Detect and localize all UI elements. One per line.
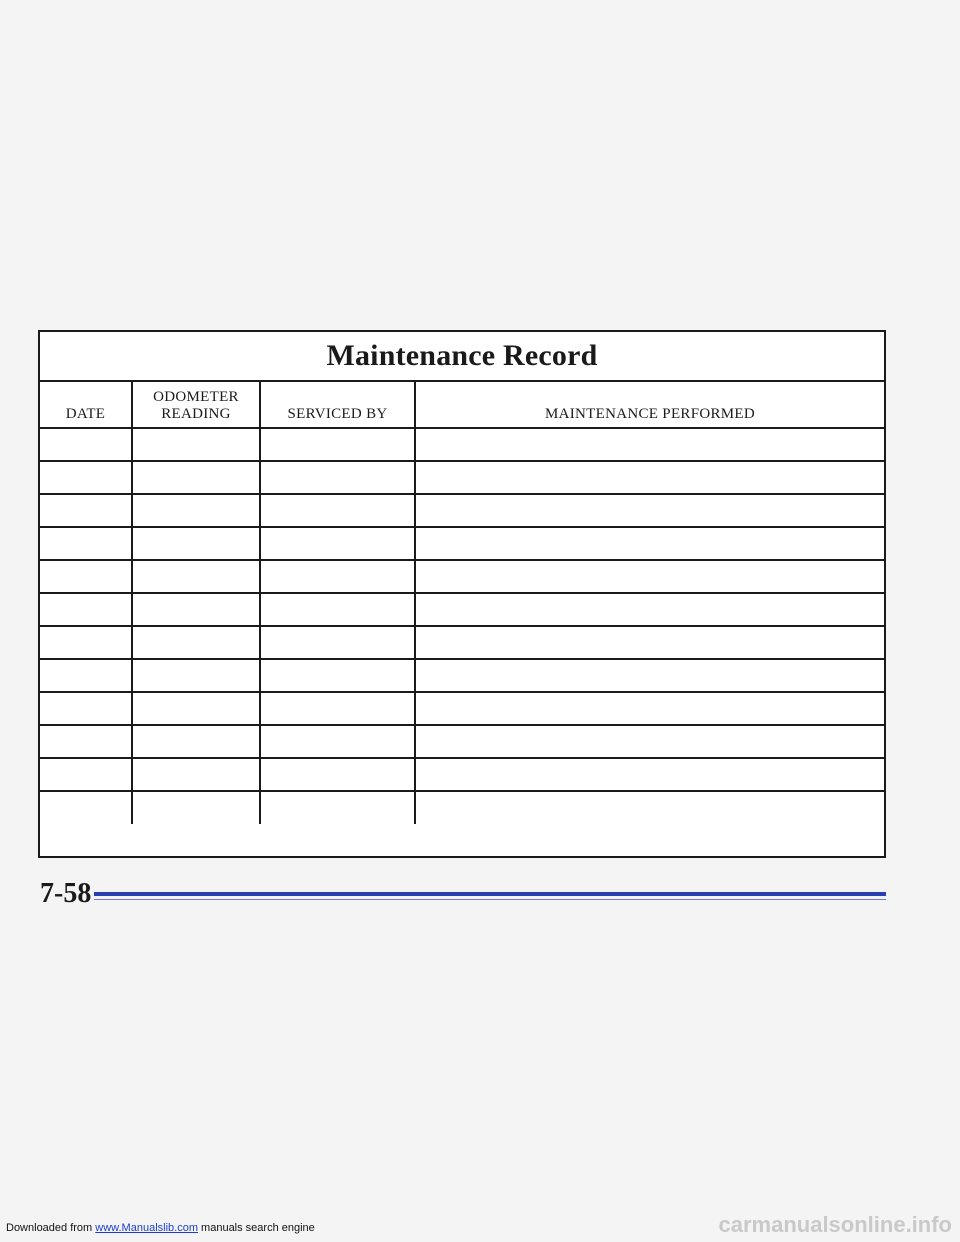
cell-maintenance[interactable] <box>415 560 884 593</box>
cell-date[interactable] <box>40 758 132 791</box>
cell-odometer[interactable] <box>132 494 260 527</box>
cell-serviced-by[interactable] <box>260 659 415 692</box>
cell-serviced-by[interactable] <box>260 758 415 791</box>
cell-maintenance[interactable] <box>415 626 884 659</box>
cell-date[interactable] <box>40 725 132 758</box>
cell-date[interactable] <box>40 626 132 659</box>
table-row <box>40 560 884 593</box>
header-odometer-line1: ODOMETER <box>153 389 239 405</box>
header-serviced-by-label: SERVICED BY <box>287 406 388 422</box>
cell-odometer[interactable] <box>132 560 260 593</box>
table-row <box>40 593 884 626</box>
cell-serviced-by[interactable] <box>260 494 415 527</box>
table-row <box>40 626 884 659</box>
cell-serviced-by[interactable] <box>260 725 415 758</box>
cell-odometer[interactable] <box>132 527 260 560</box>
maintenance-table <box>40 382 884 824</box>
cell-maintenance[interactable] <box>415 593 884 626</box>
cell-date[interactable] <box>40 428 132 461</box>
cell-odometer[interactable] <box>132 593 260 626</box>
table-row <box>40 659 884 692</box>
banner-suffix: manuals search engine <box>201 1222 315 1234</box>
table-row <box>40 527 884 560</box>
cell-maintenance[interactable] <box>415 791 884 824</box>
cell-serviced-by[interactable] <box>260 527 415 560</box>
maintenance-record-form <box>38 330 886 858</box>
cell-odometer[interactable] <box>132 659 260 692</box>
page-number: 7-58 <box>40 878 92 909</box>
cell-odometer[interactable] <box>132 791 260 824</box>
table-row <box>40 461 884 494</box>
cell-maintenance[interactable] <box>415 494 884 527</box>
cell-maintenance[interactable] <box>415 527 884 560</box>
table-body <box>40 428 884 824</box>
cell-date[interactable] <box>40 560 132 593</box>
cell-serviced-by[interactable] <box>260 692 415 725</box>
header-date <box>40 382 132 428</box>
cell-date[interactable] <box>40 527 132 560</box>
cell-serviced-by[interactable] <box>260 428 415 461</box>
download-banner <box>6 1222 315 1234</box>
footer-rule <box>94 892 886 896</box>
cell-odometer[interactable] <box>132 692 260 725</box>
page-footer <box>38 878 886 910</box>
cell-serviced-by[interactable] <box>260 626 415 659</box>
cell-odometer[interactable] <box>132 461 260 494</box>
cell-odometer[interactable] <box>132 725 260 758</box>
cell-date[interactable] <box>40 461 132 494</box>
header-odometer <box>132 382 260 428</box>
cell-serviced-by[interactable] <box>260 791 415 824</box>
cell-date[interactable] <box>40 791 132 824</box>
table-row <box>40 428 884 461</box>
cell-odometer[interactable] <box>132 428 260 461</box>
header-maintenance-label: MAINTENANCE PERFORMED <box>544 406 756 422</box>
cell-maintenance[interactable] <box>415 461 884 494</box>
cell-serviced-by[interactable] <box>260 593 415 626</box>
table-row <box>40 758 884 791</box>
header-maintenance <box>415 382 884 428</box>
cell-serviced-by[interactable] <box>260 560 415 593</box>
banner-prefix: Downloaded from <box>6 1222 93 1234</box>
cell-maintenance[interactable] <box>415 659 884 692</box>
cell-maintenance[interactable] <box>415 725 884 758</box>
cell-date[interactable] <box>40 494 132 527</box>
watermark: carmanualsonline.info <box>718 1212 952 1237</box>
cell-serviced-by[interactable] <box>260 461 415 494</box>
cell-maintenance[interactable] <box>415 692 884 725</box>
cell-odometer[interactable] <box>132 626 260 659</box>
cell-odometer[interactable] <box>132 758 260 791</box>
record-title: Maintenance Record <box>40 332 884 382</box>
footer-rule-thin <box>94 899 886 900</box>
table-row <box>40 791 884 824</box>
header-serviced-by <box>260 382 415 428</box>
table-row <box>40 725 884 758</box>
cell-maintenance[interactable] <box>415 428 884 461</box>
cell-maintenance[interactable] <box>415 758 884 791</box>
cell-date[interactable] <box>40 692 132 725</box>
manualslib-link[interactable]: www.Manualslib.com <box>95 1222 198 1234</box>
table-row <box>40 692 884 725</box>
header-odometer-line2: READING <box>161 406 231 422</box>
cell-date[interactable] <box>40 659 132 692</box>
table-header-row <box>40 382 884 428</box>
table-row <box>40 494 884 527</box>
header-date-label: DATE <box>65 406 106 422</box>
cell-date[interactable] <box>40 593 132 626</box>
